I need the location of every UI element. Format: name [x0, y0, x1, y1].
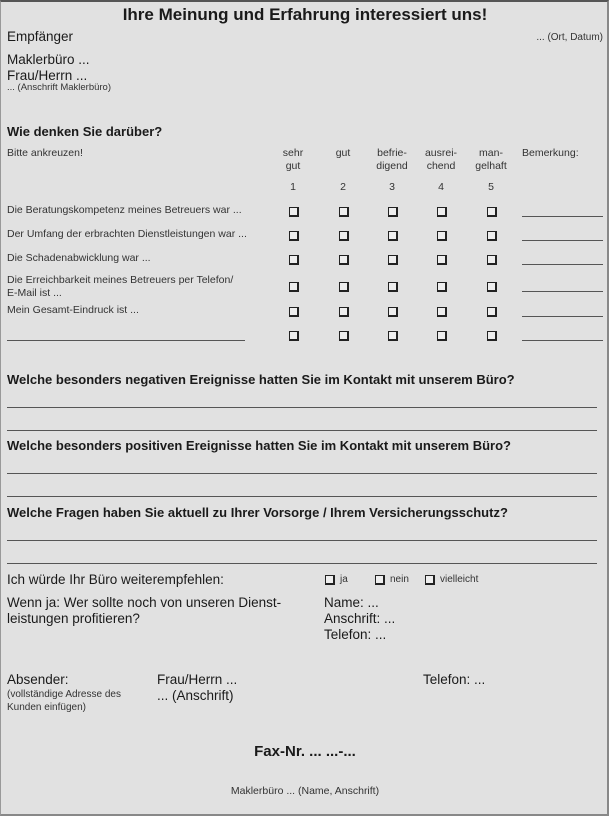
- rating-checkbox[interactable]: [437, 307, 447, 317]
- question-heading: Welche besonders negativen Ereignisse hatten Sie im Kontakt mit unserem Büro?: [7, 372, 515, 387]
- rating-checkbox[interactable]: [487, 331, 497, 341]
- sender-label: Absender:: [7, 672, 69, 687]
- recipient-address: ... (Anschrift Maklerbüro): [7, 82, 111, 93]
- recommend-option-label: nein: [390, 574, 409, 585]
- rating-row-label: [7, 228, 247, 241]
- recommend-option-label: ja: [340, 574, 348, 585]
- remark-label: Bemerkung:: [522, 147, 579, 159]
- referral-name[interactable]: Name: ...: [324, 595, 379, 610]
- rating-checkbox[interactable]: [388, 307, 398, 317]
- rating-checkbox[interactable]: [487, 282, 497, 292]
- rating-column-4: [416, 147, 466, 194]
- answer-line[interactable]: [7, 407, 597, 408]
- row-label-1: Die Erreichbarkeit meines Betreuers per Telefon/: [7, 274, 234, 286]
- row-label-1: Die Schadenabwicklung war ...: [7, 252, 151, 264]
- referral-line-2: leistungen profitieren?: [7, 611, 140, 626]
- rating-checkbox[interactable]: [388, 331, 398, 341]
- referral-question: [7, 595, 281, 627]
- rating-checkbox[interactable]: [339, 331, 349, 341]
- answer-line[interactable]: [7, 473, 597, 474]
- column-number: 1: [290, 181, 296, 193]
- rating-heading: Wie denken Sie darüber?: [7, 124, 163, 139]
- recipient-person: Frau/Herrn ...: [7, 68, 88, 83]
- row-label-1: Der Umfang der erbrachten Dienstleistungen war ...: [7, 228, 247, 240]
- rating-checkbox[interactable]: [487, 255, 497, 265]
- remark-line[interactable]: [522, 291, 603, 292]
- rating-instruction: Bitte ankreuzen!: [7, 147, 83, 159]
- column-number: 4: [438, 181, 444, 193]
- column-label: gut: [335, 147, 351, 159]
- column-label-2: [318, 160, 368, 173]
- sender-note-1: (vollständige Adresse des: [7, 689, 121, 700]
- recommend-label: Ich würde Ihr Büro weiterempfehlen:: [7, 572, 224, 587]
- rating-checkbox[interactable]: [339, 231, 349, 241]
- rating-checkbox[interactable]: [388, 282, 398, 292]
- answer-line[interactable]: [7, 540, 597, 541]
- column-number: 5: [488, 181, 494, 193]
- rating-checkbox[interactable]: [289, 207, 299, 217]
- fax-number: Fax-Nr. ... ...-...: [254, 743, 356, 760]
- question-heading: Welche Fragen haben Sie aktuell zu Ihrer Vorsorge / Ihrem Versicherungsschutz?: [7, 505, 508, 520]
- rating-checkbox[interactable]: [339, 282, 349, 292]
- rating-checkbox[interactable]: [487, 231, 497, 241]
- rating-checkbox[interactable]: [437, 255, 447, 265]
- rating-checkbox[interactable]: [289, 282, 299, 292]
- column-label: sehr: [282, 147, 304, 159]
- rating-checkbox[interactable]: [487, 207, 497, 217]
- column-label: befrie-: [377, 147, 407, 159]
- custom-criterion-line[interactable]: [7, 340, 245, 341]
- row-label-1: Mein Gesamt-Eindruck ist ...: [7, 304, 139, 316]
- rating-row-label: [7, 204, 242, 217]
- column-label-2: gut: [285, 160, 301, 172]
- remark-line[interactable]: [522, 216, 603, 217]
- sender-note-2: Kunden einfügen): [7, 702, 86, 713]
- recommend-ja-checkbox[interactable]: [325, 575, 335, 585]
- rating-checkbox[interactable]: [437, 231, 447, 241]
- rating-checkbox[interactable]: [388, 255, 398, 265]
- recommend-nein-checkbox[interactable]: [375, 575, 385, 585]
- rating-row-label: [7, 304, 139, 317]
- place-date: ... (Ort, Datum): [536, 32, 603, 43]
- column-label-2: digend: [376, 160, 408, 172]
- rating-checkbox[interactable]: [289, 231, 299, 241]
- recommend-vielleicht-checkbox[interactable]: [425, 575, 435, 585]
- rating-checkbox[interactable]: [339, 255, 349, 265]
- answer-line[interactable]: [7, 563, 597, 564]
- column-label-2: gelhaft: [475, 160, 507, 172]
- recommend-option-label: vielleicht: [440, 574, 479, 585]
- recipient-label: Empfänger: [7, 29, 74, 44]
- answer-line[interactable]: [7, 430, 597, 431]
- row-label-1: Die Beratungskompetenz meines Betreuers war ...: [7, 204, 242, 216]
- rating-checkbox[interactable]: [339, 207, 349, 217]
- referral-phone[interactable]: Telefon: ...: [324, 627, 387, 642]
- remark-line[interactable]: [522, 240, 603, 241]
- rating-checkbox[interactable]: [487, 307, 497, 317]
- rating-checkbox[interactable]: [289, 255, 299, 265]
- rating-checkbox[interactable]: [437, 331, 447, 341]
- remark-line[interactable]: [522, 264, 603, 265]
- rating-checkbox[interactable]: [388, 231, 398, 241]
- form-title: Ihre Meinung und Erfahrung interessiert uns!: [122, 5, 488, 24]
- footer-office: Maklerbüro ... (Name, Anschrift): [230, 785, 380, 797]
- column-label: ausrei-: [424, 147, 458, 159]
- rating-column-2: [318, 147, 368, 194]
- rating-checkbox[interactable]: [388, 207, 398, 217]
- column-label: man-: [479, 147, 503, 159]
- remark-line[interactable]: [522, 340, 603, 341]
- recipient-office: Maklerbüro ...: [7, 52, 90, 67]
- sender-note: [7, 688, 121, 714]
- rating-row-label: [7, 252, 151, 265]
- referral-fields: [324, 595, 395, 643]
- rating-checkbox[interactable]: [339, 307, 349, 317]
- rating-checkbox[interactable]: [289, 331, 299, 341]
- referral-address[interactable]: Anschrift: ...: [324, 611, 396, 626]
- rating-checkbox[interactable]: [437, 207, 447, 217]
- remark-line[interactable]: [522, 316, 603, 317]
- answer-line[interactable]: [7, 496, 597, 497]
- sender-phone[interactable]: Telefon: ...: [423, 672, 486, 687]
- column-number: 3: [389, 181, 395, 193]
- column-label-2: chend: [426, 160, 456, 172]
- rating-column-3: [367, 147, 417, 194]
- sender-fields: [157, 672, 237, 704]
- row-label-2: E-Mail ist ...: [7, 287, 62, 299]
- referral-line-1: Wenn ja: Wer sollte noch von unseren Dienst-: [7, 595, 282, 610]
- rating-column-5: [466, 147, 516, 194]
- rating-checkbox[interactable]: [289, 307, 299, 317]
- rating-column-1: [268, 147, 318, 194]
- question-heading: Welche besonders positiven Ereignisse hatten Sie im Kontakt mit unserem Büro?: [7, 438, 511, 453]
- rating-row-label: [7, 274, 233, 300]
- rating-checkbox[interactable]: [437, 282, 447, 292]
- column-number: 2: [340, 181, 346, 193]
- sender-address[interactable]: ... (Anschrift): [157, 688, 234, 703]
- sender-person[interactable]: Frau/Herrn ...: [157, 672, 238, 687]
